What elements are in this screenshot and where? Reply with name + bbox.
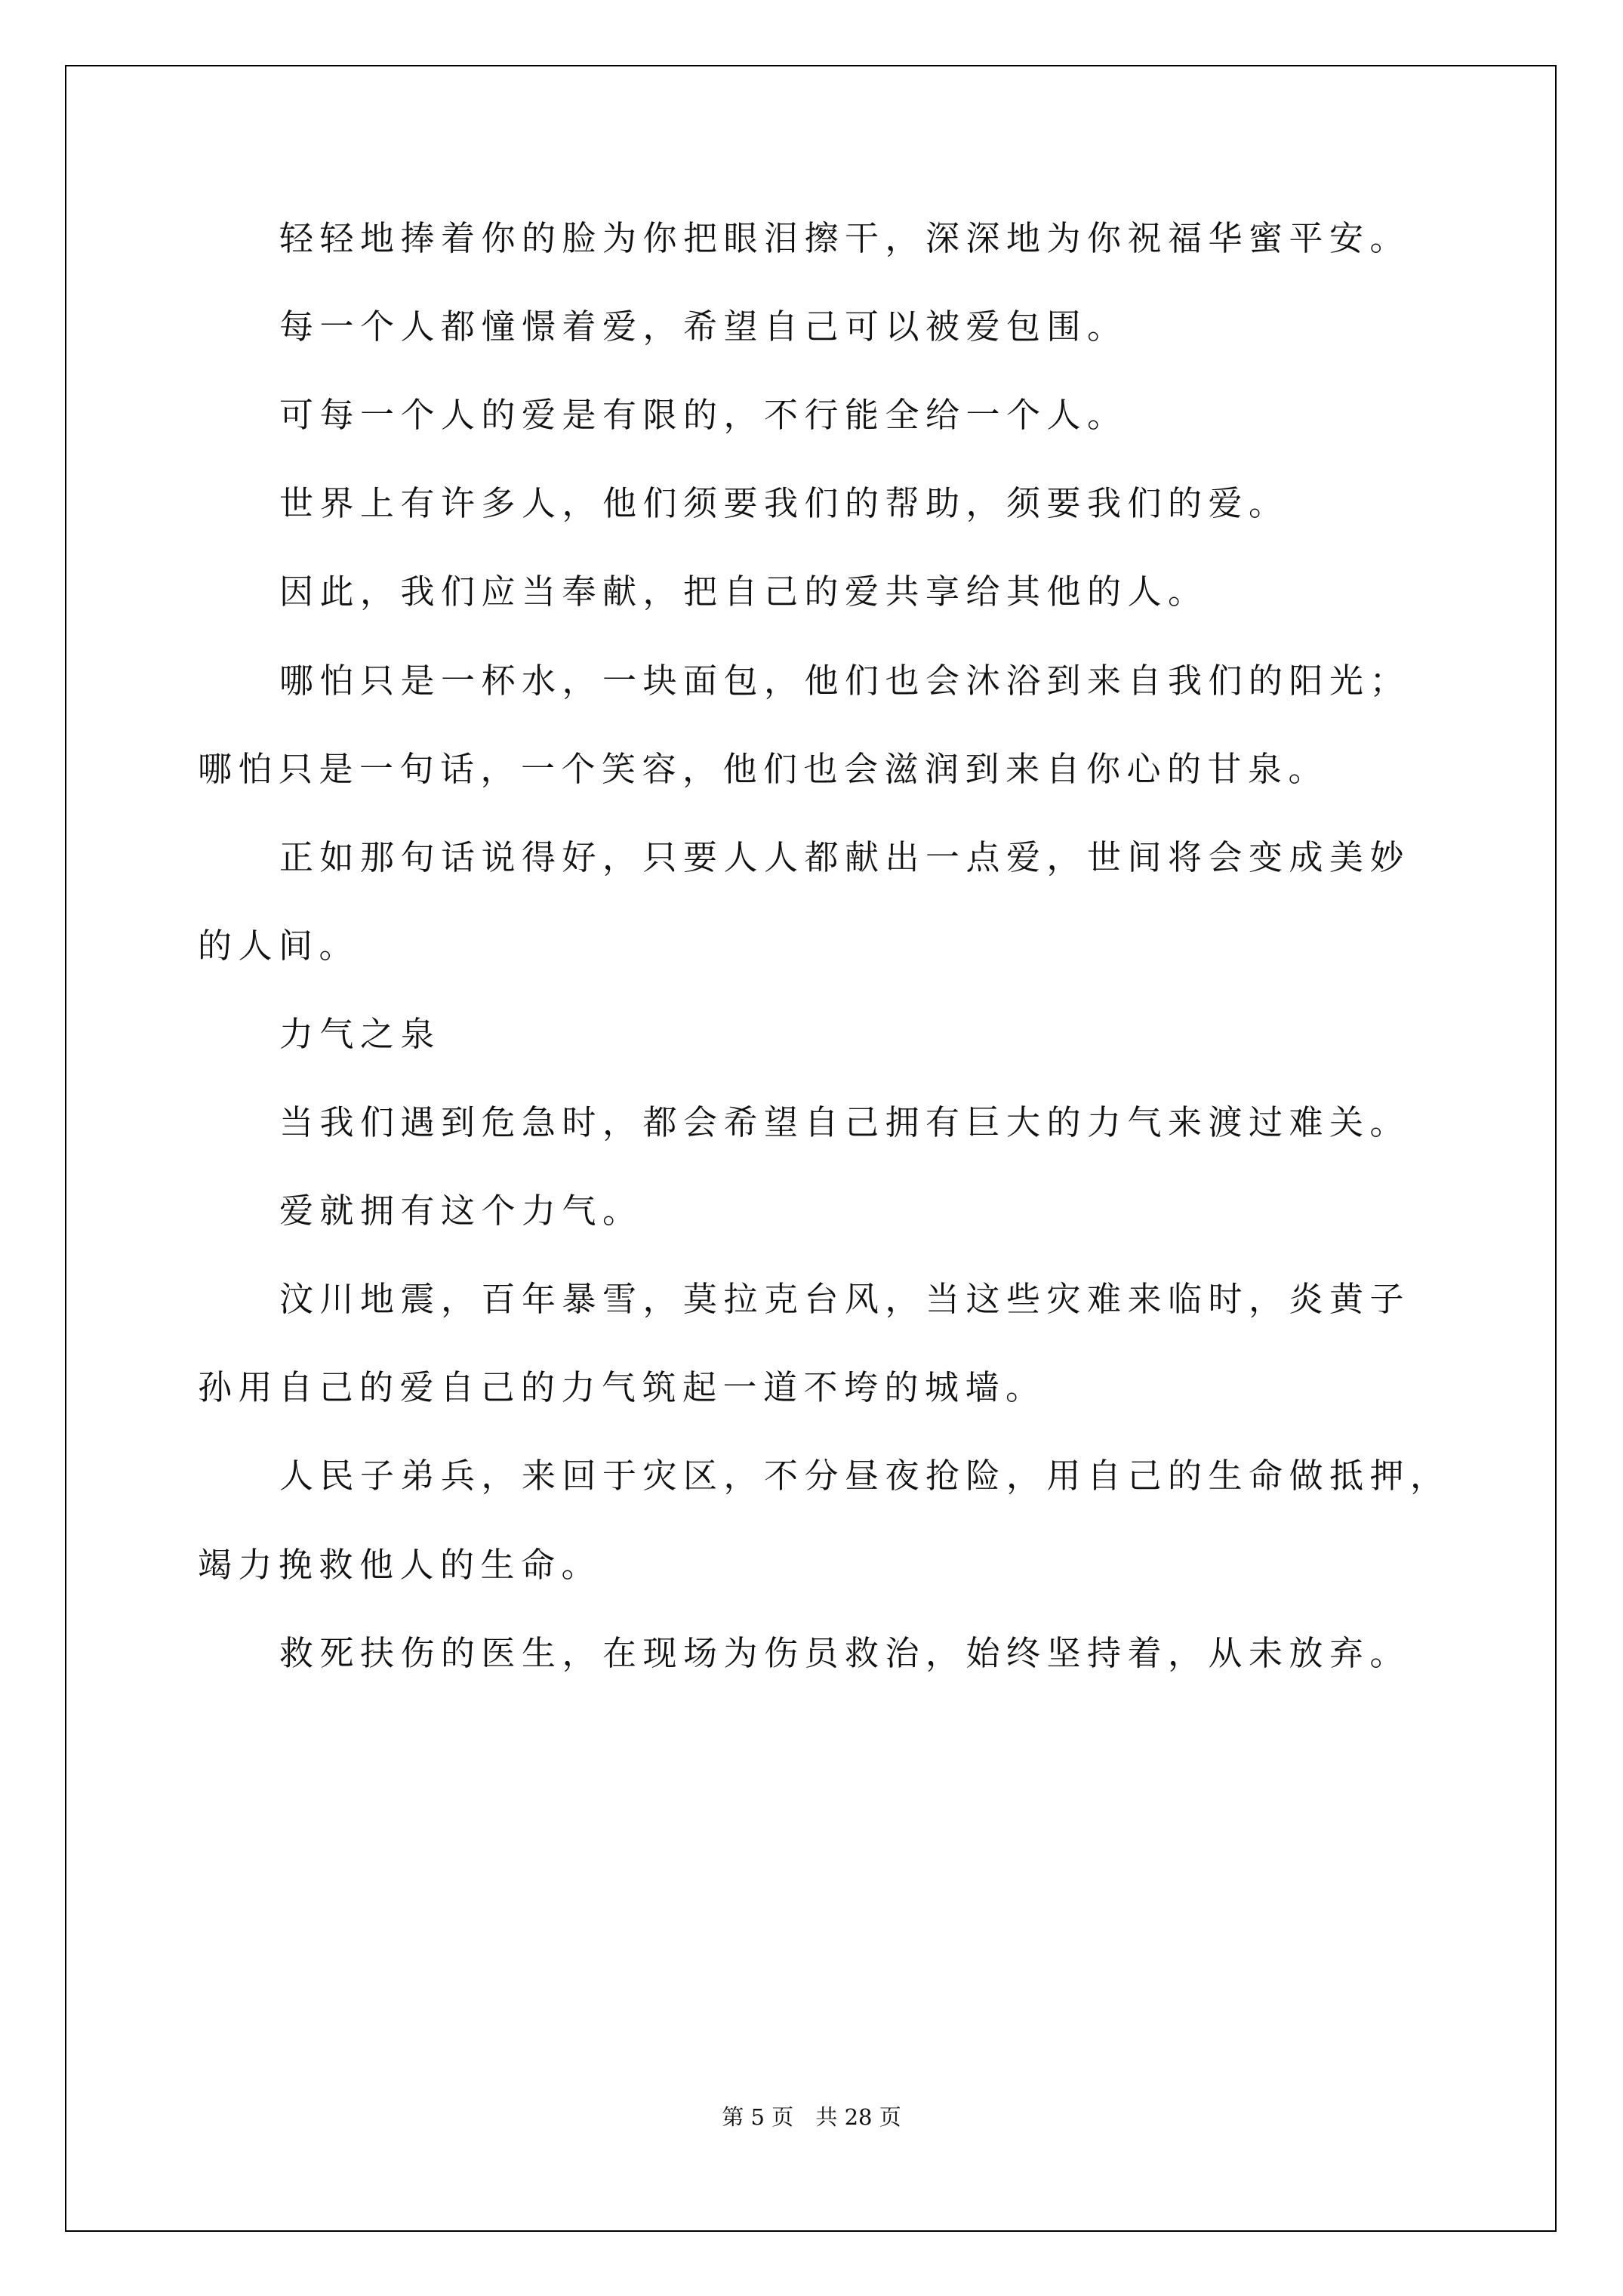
- paragraph-line: 爱就拥有这个力气。: [279, 1191, 643, 1231]
- paragraph-line: 世界上有许多人，他们须要我们的帮助，须要我们的爱。: [279, 483, 1289, 523]
- paragraph-line: 救死扶伤的医生，在现场为伤员救治，始终坚持着，从未放弃。: [279, 1633, 1411, 1673]
- paragraph-line: 汶川地震，百年暴雪，莫拉克台风，当这些灾难来临时，炎黄子: [279, 1279, 1411, 1319]
- paragraph-line: 可每一个人的爱是有限的，不行能全给一个人。: [279, 395, 1128, 435]
- page-border: [65, 65, 1557, 2232]
- page-total: 共 28 页: [815, 2104, 901, 2130]
- paragraph-line: 竭力挽救他人的生命。: [198, 1545, 602, 1585]
- paragraph-line: 的人间。: [198, 926, 360, 966]
- page-footer: [0, 2100, 1623, 2131]
- paragraph-line: 人民子弟兵，来回于灾区，不分昼夜抢险，用自己的生命做抵押，: [279, 1456, 1451, 1496]
- section-heading: 力气之泉: [279, 1014, 442, 1054]
- paragraph-line: 正如那句话说得好，只要人人都献出一点爱，世间将会变成美妙: [279, 837, 1411, 877]
- paragraph-line: 每一个人都憧憬着爱，希望自己可以被爱包围。: [279, 307, 1128, 347]
- paragraph-line: 孙用自己的爱自己的力气筑起一道不垮的城墙。: [198, 1367, 1046, 1407]
- paragraph-line: 哪怕只是一句话，一个笑容，他们也会滋润到来自你心的甘泉。: [198, 749, 1329, 789]
- paragraph-line: 轻轻地捧着你的脸为你把眼泪擦干，深深地为你祝福华蜜平安。: [279, 218, 1411, 258]
- paragraph-line: 当我们遇到危急时，都会希望自己拥有巨大的力气来渡过难关。: [279, 1102, 1411, 1142]
- page-number: 第 5 页: [722, 2104, 794, 2130]
- paragraph-line: 因此，我们应当奉献，把自己的爱共享给其他的人。: [279, 572, 1209, 612]
- paragraph-line: 哪怕只是一杯水，一块面包，他们也会沐浴到来自我们的阳光；: [279, 661, 1411, 701]
